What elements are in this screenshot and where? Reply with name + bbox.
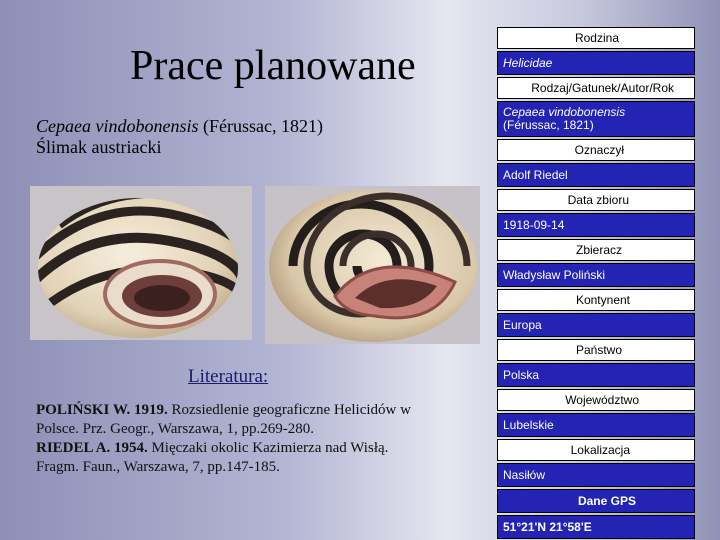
literature-heading: Literatura: — [188, 366, 269, 387]
species-block — [36, 116, 323, 158]
wojewodztwo-label: Województwo — [497, 389, 695, 411]
rodzina-value: Helicidae — [497, 51, 695, 75]
species-common-name: Ślimak austriacki — [36, 137, 162, 157]
page-title: Prace planowane — [130, 43, 416, 89]
rodzina-label: Rodzina — [497, 27, 695, 49]
rodzaj-value — [497, 101, 695, 137]
species-latin-name: Cepaea vindobonensis — [36, 116, 199, 136]
literature-author: RIEDEL A. 1954. — [36, 440, 148, 456]
oznaczyl-label: Oznaczył — [497, 139, 695, 161]
literature-text: Rozsiedlenie geograficzne Helicidów w — [167, 402, 411, 418]
rodzaj-value-line-1: Cepaea vindobonensis — [503, 105, 626, 119]
literature-line — [36, 439, 476, 458]
literature-text: Polsce. Prz. Geogr., Warszawa, 1, pp.269-280. — [36, 421, 315, 437]
data-zbioru-value: 1918-09-14 — [497, 213, 695, 237]
species-author: (Férussac, 1821) — [198, 116, 323, 136]
lokalizacja-value: Nasiłów — [497, 463, 695, 487]
literature-text: Mięczaki okolic Kazimierza nad Wisłą. — [147, 440, 389, 456]
wojewodztwo-value: Lubelskie — [497, 413, 695, 437]
lokalizacja-label: Lokalizacja — [497, 439, 695, 461]
kontynent-value: Europa — [497, 313, 695, 337]
snail-photo-side — [30, 186, 252, 340]
snail-photo-aperture — [265, 186, 480, 344]
oznaczyl-value: Adolf Riedel — [497, 163, 695, 187]
zbieracz-value: Władysław Poliński — [497, 263, 695, 287]
rodzaj-label: Rodzaj/Gatunek/Autor/Rok — [497, 77, 695, 99]
specimen-info-panel — [497, 25, 695, 539]
data-zbioru-label: Data zbioru — [497, 189, 695, 211]
species-name-line — [36, 116, 323, 137]
zbieracz-label: Zbieracz — [497, 239, 695, 261]
literature-text: Fragm. Faun., Warszawa, 7, pp.147-185. — [36, 459, 280, 475]
gps-label: Dane GPS — [497, 489, 695, 513]
panstwo-value: Polska — [497, 363, 695, 387]
literature-author: POLIŃSKI W. 1919. — [36, 402, 168, 418]
literature-line — [36, 420, 476, 439]
rodzaj-value-line-2: (Férussac, 1821) — [503, 118, 594, 132]
panstwo-label: Państwo — [497, 339, 695, 361]
literature-line — [36, 458, 476, 477]
literature-line — [36, 401, 476, 420]
literature-list — [36, 401, 476, 477]
gps-value: 51°21'N 21°58'E — [497, 515, 695, 539]
kontynent-label: Kontynent — [497, 289, 695, 311]
